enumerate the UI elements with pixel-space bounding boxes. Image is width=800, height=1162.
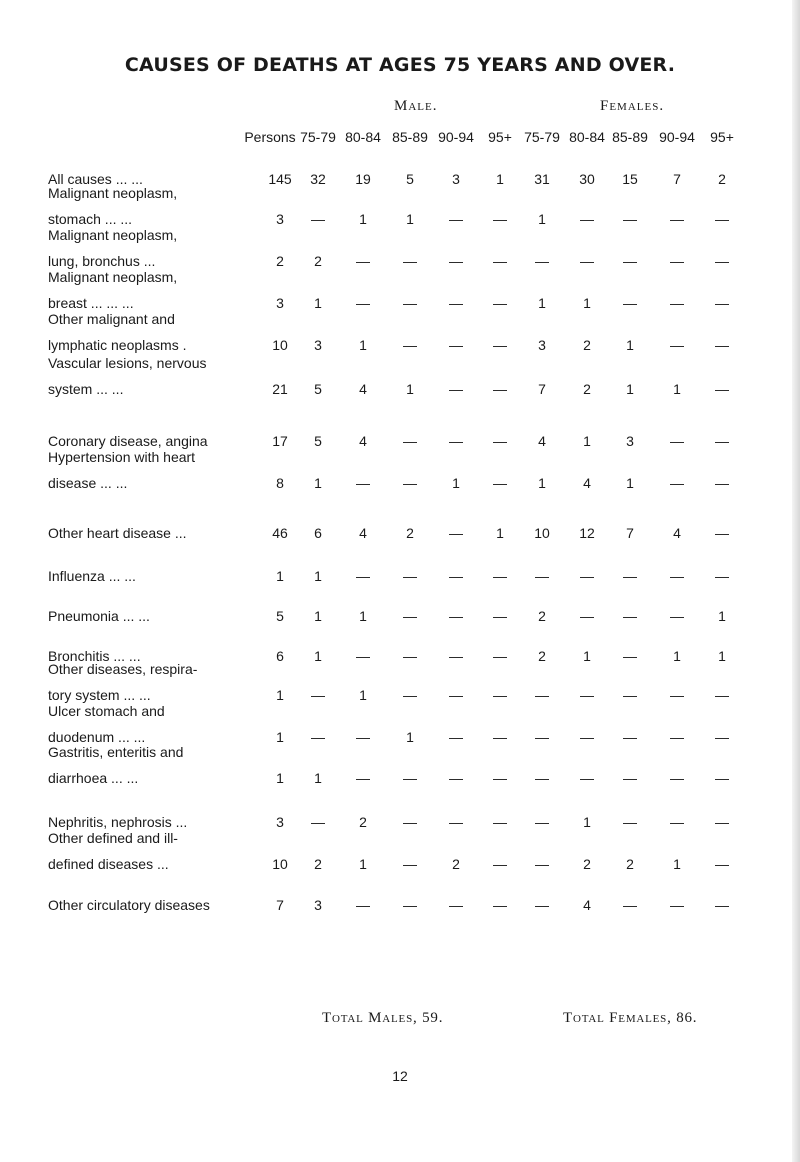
table-cell: — [580, 568, 594, 584]
table-cell: 3 [314, 897, 322, 913]
table-cell: — [623, 687, 637, 703]
row-label: disease ... ... [48, 475, 128, 491]
table-cell: — [403, 648, 417, 664]
table-cell: 2 [314, 253, 322, 269]
row-label: Other diseases, respira- [48, 661, 198, 677]
table-cell: — [715, 475, 729, 491]
table-cell: — [449, 608, 463, 624]
table-cell: — [356, 475, 370, 491]
table-cell: — [535, 897, 549, 913]
persons-cell: 17 [272, 433, 288, 449]
table-cell: — [449, 295, 463, 311]
male-group-header: Male. [394, 98, 438, 114]
table-cell: — [715, 568, 729, 584]
row-label: Other malignant and [48, 311, 175, 327]
table-cell: 4 [583, 897, 591, 913]
row-label: Malignant neoplasm, [48, 227, 178, 243]
table-cell: — [356, 729, 370, 745]
table-cell: — [449, 525, 463, 541]
table-cell: — [715, 729, 729, 745]
table-cell: 1 [538, 295, 546, 311]
total-females: Total Females, 86. [563, 1010, 698, 1026]
table-cell: — [449, 770, 463, 786]
table-cell: — [403, 897, 417, 913]
table-cell: — [356, 253, 370, 269]
table-cell: 1 [314, 648, 322, 664]
table-cell: — [623, 814, 637, 830]
table-cell: — [403, 687, 417, 703]
table-cell: — [715, 687, 729, 703]
row-label: Coronary disease, angina [48, 433, 208, 449]
table-cell: 2 [718, 171, 726, 187]
table-cell: — [670, 568, 684, 584]
table-cell: 1 [452, 475, 460, 491]
row-label: Other heart disease ... [48, 525, 187, 541]
table-cell: — [623, 253, 637, 269]
table-cell: — [535, 729, 549, 745]
table-cell: — [493, 648, 507, 664]
table-cell: — [403, 337, 417, 353]
table-cell: 1 [314, 770, 322, 786]
table-cell: 1 [673, 381, 681, 397]
table-cell: 1 [538, 211, 546, 227]
table-cell: — [670, 211, 684, 227]
table-cell: — [311, 814, 325, 830]
table-cell: 1 [406, 729, 414, 745]
table-cell: — [493, 729, 507, 745]
table-cell: — [715, 770, 729, 786]
table-cell: — [623, 568, 637, 584]
table-cell: — [670, 814, 684, 830]
table-cell: 2 [452, 856, 460, 872]
table-cell: 2 [538, 648, 546, 664]
table-cell: 2 [583, 856, 591, 872]
table-cell: 1 [583, 648, 591, 664]
row-label: Nephritis, nephrosis ... [48, 814, 188, 830]
table-cell: — [715, 897, 729, 913]
row-label: Malignant neoplasm, [48, 269, 178, 285]
page-title: CAUSES OF DEATHS AT AGES 75 YEARS AND OVER. [124, 54, 676, 76]
row-label: diarrhoea ... ... [48, 770, 139, 786]
page-number: 12 [392, 1068, 408, 1084]
table-cell: — [580, 770, 594, 786]
table-cell: 1 [359, 608, 367, 624]
table-cell: — [403, 814, 417, 830]
table-cell: — [715, 295, 729, 311]
persons-cell: 7 [276, 897, 284, 913]
table-cell: — [403, 433, 417, 449]
table-cell: — [356, 295, 370, 311]
table-cell: — [449, 897, 463, 913]
row-label: lymphatic neoplasms . [48, 337, 187, 353]
table-cell: — [493, 897, 507, 913]
table-cell: — [670, 608, 684, 624]
table-cell: — [493, 770, 507, 786]
table-cell: — [670, 687, 684, 703]
table-cell: 1 [314, 608, 322, 624]
row-label: system ... ... [48, 381, 124, 397]
table-cell: — [449, 211, 463, 227]
table-cell: 2 [406, 525, 414, 541]
row-label: Bronchitis ... ... [48, 648, 141, 664]
table-cell: — [715, 253, 729, 269]
table-cell: — [535, 253, 549, 269]
table-cell: — [356, 568, 370, 584]
table-cell: — [493, 687, 507, 703]
table-cell: 7 [673, 171, 681, 187]
table-cell: 5 [314, 433, 322, 449]
table-cell: 4 [359, 381, 367, 397]
row-label: Vascular lesions, nervous [48, 355, 207, 371]
table-cell: — [493, 608, 507, 624]
table-cell: — [493, 253, 507, 269]
table-cell: — [403, 295, 417, 311]
table-cell: 5 [406, 171, 414, 187]
table-cell: 1 [314, 475, 322, 491]
table-cell: — [493, 856, 507, 872]
table-cell: — [670, 433, 684, 449]
table-cell: — [403, 770, 417, 786]
table-cell: — [493, 433, 507, 449]
table-cell: — [403, 608, 417, 624]
table-cell: 2 [583, 337, 591, 353]
table-cell: — [493, 337, 507, 353]
row-label: Hypertension with heart [48, 449, 196, 465]
table-cell: 30 [579, 171, 595, 187]
table-cell: — [715, 814, 729, 830]
persons-cell: 145 [268, 171, 292, 187]
persons-cell: 1 [276, 687, 284, 703]
column-header: 90-94 [438, 129, 474, 145]
table-cell: — [311, 729, 325, 745]
table-cell: — [580, 608, 594, 624]
table-cell: 4 [673, 525, 681, 541]
table-cell: — [356, 648, 370, 664]
table-cell: 1 [583, 433, 591, 449]
persons-cell: 5 [276, 608, 284, 624]
table-cell: 1 [673, 648, 681, 664]
table-cell: — [493, 568, 507, 584]
table-cell: 4 [583, 475, 591, 491]
column-header: 90-94 [659, 129, 695, 145]
persons-cell: 10 [272, 337, 288, 353]
table-cell: 1 [314, 568, 322, 584]
table-cell: — [580, 729, 594, 745]
column-header: Persons [244, 129, 296, 145]
table-cell: 3 [452, 171, 460, 187]
table-cell: 5 [314, 381, 322, 397]
table-cell: 2 [583, 381, 591, 397]
page-edge-shadow [792, 0, 800, 1162]
table-cell: 1 [406, 381, 414, 397]
column-header: 85-89 [392, 129, 428, 145]
table-cell: — [535, 856, 549, 872]
persons-cell: 2 [276, 253, 284, 269]
table-cell: — [449, 814, 463, 830]
column-header: 75-79 [300, 129, 336, 145]
row-label: stomach ... ... [48, 211, 133, 227]
table-cell: 1 [626, 381, 634, 397]
table-cell: — [670, 770, 684, 786]
persons-cell: 21 [272, 381, 288, 397]
table-cell: 1 [626, 475, 634, 491]
row-label: duodenum ... ... [48, 729, 146, 745]
table-cell: 3 [626, 433, 634, 449]
row-label: Influenza ... ... [48, 568, 136, 584]
column-header: 95+ [488, 129, 512, 145]
table-cell: — [670, 729, 684, 745]
table-cell: — [449, 568, 463, 584]
table-cell: — [670, 475, 684, 491]
table-cell: 1 [359, 856, 367, 872]
table-cell: — [715, 337, 729, 353]
table-cell: 2 [359, 814, 367, 830]
table-cell: — [623, 897, 637, 913]
table-cell: — [449, 253, 463, 269]
table-cell: — [715, 211, 729, 227]
table-cell: — [623, 295, 637, 311]
table-cell: — [670, 253, 684, 269]
table-cell: 1 [583, 295, 591, 311]
table-cell: — [403, 568, 417, 584]
table-cell: — [311, 687, 325, 703]
table-cell: — [449, 729, 463, 745]
table-cell: 1 [718, 648, 726, 664]
table-cell: — [449, 648, 463, 664]
table-cell: — [493, 211, 507, 227]
table-cell: — [449, 381, 463, 397]
table-cell: 7 [538, 381, 546, 397]
table-cell: — [535, 770, 549, 786]
table-cell: — [715, 433, 729, 449]
row-label: lung, bronchus ... [48, 253, 156, 269]
table-cell: — [493, 475, 507, 491]
table-cell: 1 [359, 337, 367, 353]
column-header: 95+ [710, 129, 734, 145]
table-cell: — [493, 381, 507, 397]
row-label: Ulcer stomach and [48, 703, 165, 719]
table-cell: 4 [359, 433, 367, 449]
table-cell: 2 [314, 856, 322, 872]
table-cell: — [580, 253, 594, 269]
table-cell: 1 [538, 475, 546, 491]
table-cell: 12 [579, 525, 595, 541]
table-cell: 10 [534, 525, 550, 541]
females-group-header: Females. [600, 98, 665, 114]
table-cell: 7 [626, 525, 634, 541]
table-cell: 3 [314, 337, 322, 353]
table-cell: 31 [534, 171, 550, 187]
table-cell: — [403, 253, 417, 269]
table-cell: — [623, 648, 637, 664]
persons-cell: 46 [272, 525, 288, 541]
table-cell: — [311, 211, 325, 227]
persons-cell: 8 [276, 475, 284, 491]
table-cell: 1 [359, 687, 367, 703]
table-cell: 1 [314, 295, 322, 311]
column-header: 80-84 [569, 129, 605, 145]
table-cell: — [449, 337, 463, 353]
table-cell: 1 [359, 211, 367, 227]
persons-cell: 1 [276, 770, 284, 786]
table-cell: — [403, 856, 417, 872]
table-cell: — [535, 568, 549, 584]
column-header: 85-89 [612, 129, 648, 145]
persons-cell: 1 [276, 729, 284, 745]
table-cell: 32 [310, 171, 326, 187]
table-cell: 1 [406, 211, 414, 227]
row-label: All causes ... ... [48, 171, 143, 187]
table-cell: — [493, 295, 507, 311]
table-cell: — [715, 856, 729, 872]
table-cell: — [623, 608, 637, 624]
table-cell: 4 [538, 433, 546, 449]
table-cell: — [535, 687, 549, 703]
persons-cell: 3 [276, 295, 284, 311]
table-cell: 2 [538, 608, 546, 624]
row-label: Other circulatory diseases [48, 897, 210, 913]
table-cell: 1 [718, 608, 726, 624]
table-cell: 4 [359, 525, 367, 541]
table-cell: 2 [626, 856, 634, 872]
table-cell: — [356, 770, 370, 786]
row-label: defined diseases ... [48, 856, 169, 872]
table-cell: 15 [622, 171, 638, 187]
table-cell: — [403, 475, 417, 491]
table-cell: 3 [538, 337, 546, 353]
row-label: breast ... ... ... [48, 295, 134, 311]
table-cell: 1 [673, 856, 681, 872]
table-cell: — [670, 295, 684, 311]
table-cell: 6 [314, 525, 322, 541]
table-cell: 1 [496, 525, 504, 541]
table-cell: — [580, 687, 594, 703]
column-header: 80-84 [345, 129, 381, 145]
row-label: Pneumonia ... ... [48, 608, 150, 624]
row-label: Malignant neoplasm, [48, 185, 178, 201]
table-cell: 1 [626, 337, 634, 353]
table-cell: 1 [583, 814, 591, 830]
table-cell: — [535, 814, 549, 830]
total-males: Total Males, 59. [322, 1010, 444, 1026]
table-cell: — [623, 770, 637, 786]
table-cell: — [715, 381, 729, 397]
persons-cell: 6 [276, 648, 284, 664]
persons-cell: 3 [276, 211, 284, 227]
table-cell: — [449, 433, 463, 449]
table-cell: — [670, 337, 684, 353]
row-label: Gastritis, enteritis and [48, 744, 184, 760]
table-cell: — [623, 729, 637, 745]
table-cell: 1 [496, 171, 504, 187]
persons-cell: 1 [276, 568, 284, 584]
row-label: tory system ... ... [48, 687, 151, 703]
row-label: Other defined and ill- [48, 830, 178, 846]
table-cell: — [356, 897, 370, 913]
persons-cell: 3 [276, 814, 284, 830]
table-cell: 19 [355, 171, 371, 187]
table-cell: — [493, 814, 507, 830]
table-cell: — [715, 525, 729, 541]
table-cell: — [623, 211, 637, 227]
table-cell: — [580, 211, 594, 227]
table-cell: — [670, 897, 684, 913]
persons-cell: 10 [272, 856, 288, 872]
column-header: 75-79 [524, 129, 560, 145]
table-cell: — [449, 687, 463, 703]
